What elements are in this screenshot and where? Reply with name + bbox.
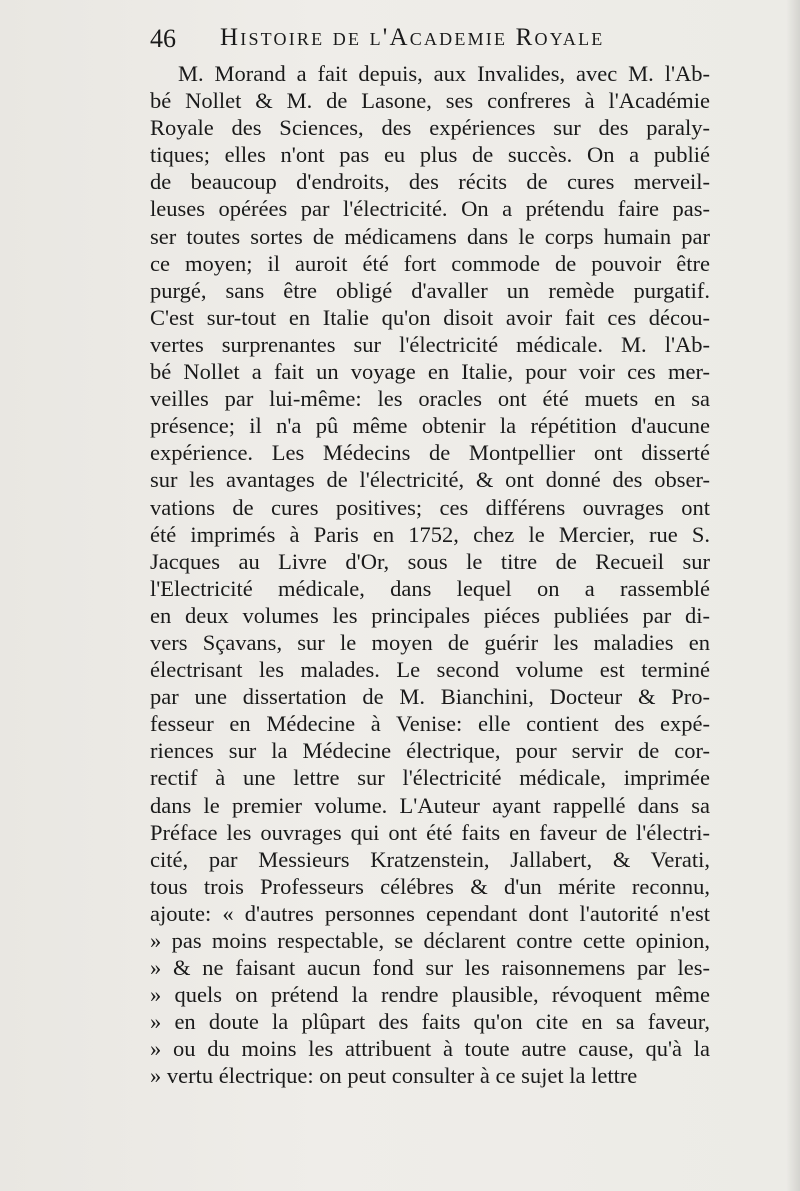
text-line: purgé, sans être obligé d'avaller un remède purgatif. xyxy=(150,277,710,303)
text-line: bé Nollet & M. de Lasone, ses confreres à l'Académie xyxy=(150,88,710,114)
text-line: bé Nollet a fait un voyage en Italie, pour voir ces mer- xyxy=(150,359,710,385)
page-number: 46 xyxy=(150,24,176,53)
text-line: leuses opérées par l'électricité. On a prétendu faire pas- xyxy=(150,196,710,222)
text-line: ser toutes sortes de médicamens dans le corps humain par xyxy=(150,223,710,249)
text-line: dans le premier volume. L'Auteur ayant rappellé dans sa xyxy=(150,792,710,818)
text-line: C'est sur-tout en Italie qu'on disoit avoir fait ces décou- xyxy=(150,304,710,330)
text-line: Jacques au Livre d'Or, sous le titre de Recueil sur xyxy=(150,548,710,574)
text-line: rectif à une lettre sur l'électricité médicale, imprimée xyxy=(150,765,710,791)
text-line: expérience. Les Médecins de Montpellier ont disserté xyxy=(150,440,710,466)
text-line: présence; il n'a pû même obtenir la répétition d'aucune xyxy=(150,413,710,439)
text-line: M. Morand a fait depuis, aux Invalides, avec M. l'Ab- xyxy=(178,61,710,86)
text-line: sur les avantages de l'électricité, & ont donné des obser- xyxy=(150,467,710,493)
text-line: veilles par lui-même: les oracles ont été muets en sa xyxy=(150,386,710,412)
body-text xyxy=(150,60,710,1090)
text-line: Royale des Sciences, des expériences sur des paraly- xyxy=(150,115,710,141)
text-line: Préface les ouvrages qui ont été faits en faveur de l'électri- xyxy=(150,819,710,845)
text-line: » & ne faisant aucun fond sur les raisonnemens par les- xyxy=(150,955,710,981)
text-line: par une dissertation de M. Bianchini, Docteur & Pro- xyxy=(150,684,710,710)
text-line: électrisant les malades. Le second volume est terminé xyxy=(150,657,710,683)
text-line: cité, par Messieurs Kratzenstein, Jallabert, & Verati, xyxy=(150,846,710,872)
text-line: » ou du moins les attribuent à toute autre cause, qu'à la xyxy=(150,1036,710,1062)
text-line: » vertu électrique: on peut consulter à ce sujet la lettre xyxy=(150,1063,638,1089)
text-line: » pas moins respectable, se déclarent contre cette opinion, xyxy=(150,928,710,953)
text-line: tous trois Professeurs célébres & d'un mérite reconnu, xyxy=(150,873,710,899)
text-line: l'Electricité médicale, dans lequel on a rassemblé xyxy=(150,575,710,601)
text-line: ce moyen; il auroit été fort commode de pouvoir être xyxy=(150,250,710,276)
page-gutter-shadow xyxy=(786,0,800,1191)
text-line: » quels on prétend la rendre plausible, révoquent même xyxy=(150,982,710,1008)
text-line: tiques; elles n'ont pas eu plus de succès. On a publié xyxy=(150,142,710,168)
page-header xyxy=(150,24,710,58)
text-line: en deux volumes les principales piéces publiées par di- xyxy=(150,602,710,628)
text-line: de beaucoup d'endroits, des récits de cures merveil- xyxy=(150,169,710,195)
text-line: ajoute: « d'autres personnes cependant dont l'autorité n'est xyxy=(150,900,710,926)
text-line: » en doute la plûpart des faits qu'on cite en sa faveur, xyxy=(150,1009,710,1035)
text-line: riences sur la Médecine électrique, pour servir de cor- xyxy=(150,738,710,764)
text-line: vertes surprenantes sur l'électricité médicale. M. l'Ab- xyxy=(150,331,710,357)
text-line: vers Sçavans, sur le moyen de guérir les maladies en xyxy=(150,629,710,655)
running-head: Histoire de l'Academie Royale xyxy=(220,24,605,51)
text-line: fesseur en Médecine à Venise: elle contient des expé- xyxy=(150,711,710,737)
text-line: vations de cures positives; ces différens ouvrages ont xyxy=(150,494,710,520)
text-line: été imprimés à Paris en 1752, chez le Mercier, rue S. xyxy=(150,521,710,547)
